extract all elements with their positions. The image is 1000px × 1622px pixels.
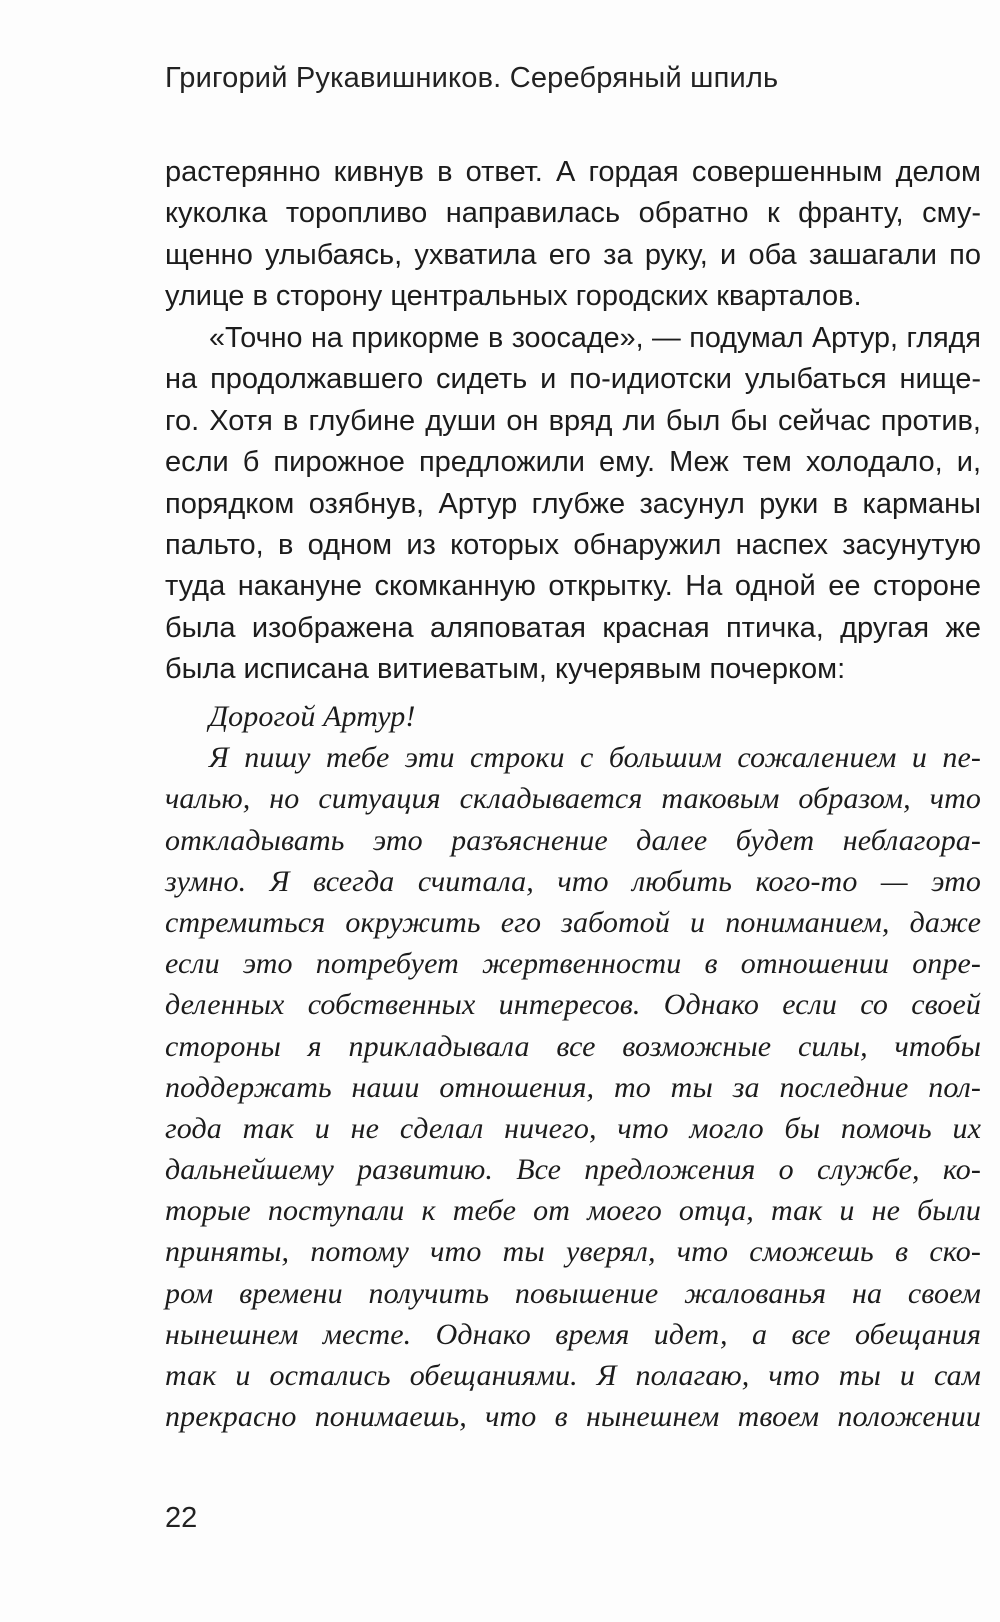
text-line: куколка торопливо направилась обратно к франту, сму-	[165, 197, 981, 230]
letter-line: ром времени получить повышение жалованья на своем	[165, 1276, 981, 1310]
letter-line: прекрасно понимаешь, что в нынешнем твоем положении	[165, 1400, 981, 1434]
text-line: была исписана витиеватым, кучерявым почерком:	[165, 653, 846, 686]
letter-line: деленных собственных интересов. Однако если со своей	[165, 988, 981, 1022]
text-line: го. Хотя в глубине души он вряд ли был бы сейчас против,	[165, 404, 981, 437]
letter-line: зумно. Я всегда считала, что любить кого-то — это	[165, 864, 981, 898]
text-line: если б пирожное предложили ему. Меж тем холодало, и,	[165, 446, 981, 479]
letter-line: чалью, но ситуация складывается таковым образом, что	[165, 782, 981, 816]
letter-line: дальнейшему развитию. Все предложения о службе, ко-	[165, 1153, 981, 1187]
letter-line: Я пишу тебе эти строки с большим сожалением и пе-	[209, 741, 981, 775]
text-line: «Точно на прикорме в зоосаде», — подумал Артур, глядя	[209, 321, 981, 354]
letter-line: торые поступали к тебе от моего отца, так и не были	[165, 1194, 981, 1228]
text-line: растерянно кивнув в ответ. А гордая совершенным делом	[165, 156, 981, 188]
letter-line: года так и не сделал ничего, что могло бы помочь их	[165, 1111, 981, 1145]
letter-line: приняты, потому что ты уверял, что сможешь в ско-	[165, 1235, 981, 1269]
letter-line: откладывать это разъяснение далее будет неблагора-	[165, 823, 981, 857]
letter-line: стремиться окружить его заботой и пониманием, даже	[165, 905, 981, 939]
text-line: туда накануне скомканную открытку. На одной ее стороне	[165, 570, 981, 603]
letter-salutation: Дорогой Артур!	[209, 700, 416, 733]
letter-line: нынешнем месте. Однако время идет, а все обещания	[165, 1317, 981, 1351]
text-line: пальто, в одном из которых обнаружил наспех засунутую	[165, 528, 981, 561]
letter-text	[165, 696, 981, 1437]
running-head: Григорий Рукавишников. Серебряный шпиль	[165, 62, 779, 94]
text-line: улице в сторону центральных городских кварталов.	[165, 280, 862, 313]
text-line: на продолжавшего сидеть и по-идиотски улыбаться нище-	[165, 363, 981, 396]
text-line: была изображена аляповатая красная птичка, другая же	[165, 611, 981, 644]
letter-line: стороны я прикладывала все возможные силы, чтобы	[165, 1029, 981, 1063]
letter-line: поддержать наши отношения, то ты за последние пол-	[165, 1070, 981, 1104]
letter-line: если это потребует жертвенности в отношении опре-	[165, 947, 981, 981]
text-line: порядком озябнув, Артур глубже засунул руки в карманы	[165, 487, 981, 520]
letter-line: так и остались обещаниями. Я полагаю, что ты и сам	[165, 1359, 981, 1392]
page-number: 22	[165, 1502, 198, 1534]
text-line: щенно улыбаясь, ухватила его за руку, и оба зашагали по	[165, 238, 981, 271]
body-text	[165, 152, 981, 691]
